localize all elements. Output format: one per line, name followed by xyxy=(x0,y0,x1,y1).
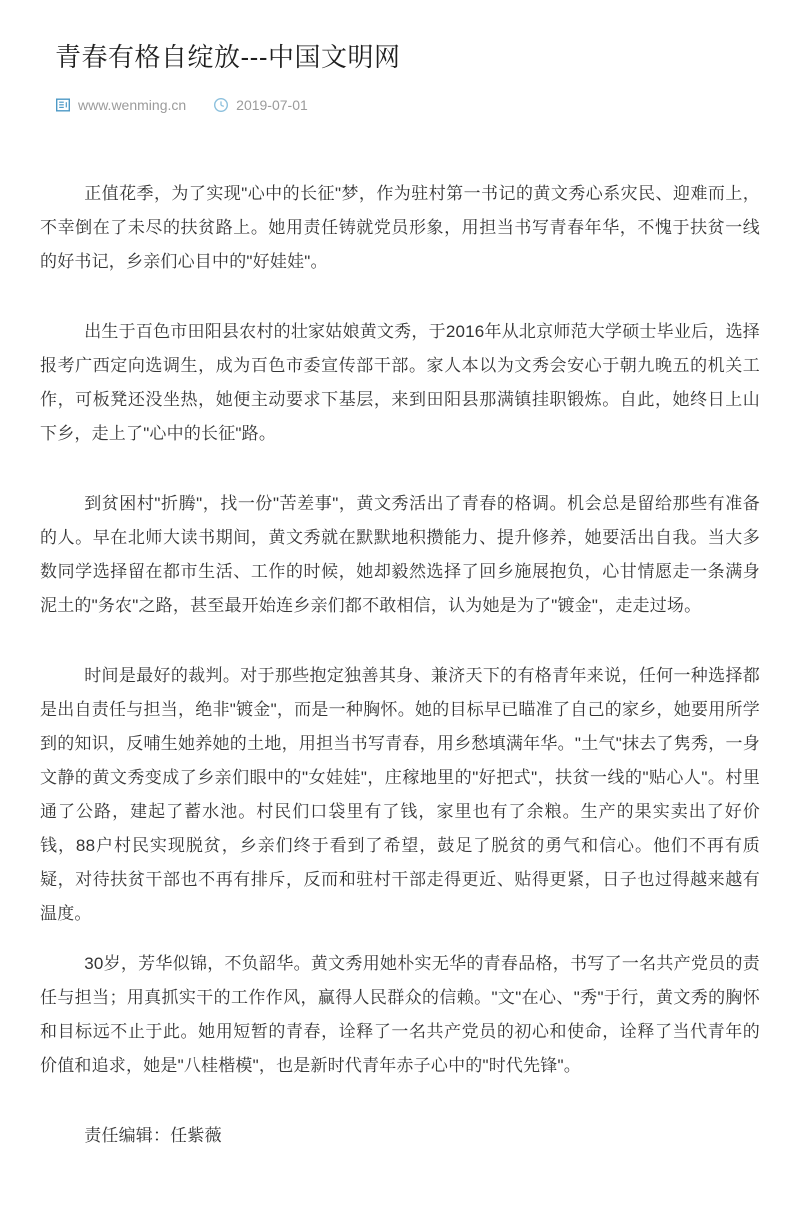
article-header xyxy=(40,42,760,113)
paragraph: 时间是最好的裁判。对于那些抱定独善其身、兼济天下的有格青年来说，任何一种选择都是出自责任与担当，绝非"镀金"，而是一种胸怀。她的目标早已瞄准了自己的家乡，她要用所学到的知识，反哺生她养她的土地，用担当书写青春，用乡愁填满年华。"土气"抹去了隽秀，一身文静的黄文秀变成了乡亲们眼中的"女娃娃"，庄稼地里的"好把式"，扶贫一线的"贴心人"。村里通了公路，建起了蓄水池。村民们口袋里有了钱，家里也有了余粮。生产的果实卖出了好价钱，88户村民实现脱贫，乡亲们终于看到了希望，鼓足了脱贫的勇气和信心。他们不再有质疑，对待扶贫干部也不再有排斥，反而和驻村干部走得更近、贴得更紧，日子也过得越来越有温度。 xyxy=(40,666,760,924)
paragraph: 到贫困村"折腾"，找一份"苦差事"，黄文秀活出了青春的格调。机会总是留给那些有准备的人。早在北师大读书期间，黄文秀就在默默地积攒能力、提升修养，她要活出自我。当大多数同学选择留在都市生活、工作的时候，她却毅然选择了回乡施展抱负，心甘情愿走一条满身泥土的"务农"之路，甚至最开始连乡亲们都不敢相信，认为她是为了"镀金"，走走过场。 xyxy=(40,494,760,616)
paragraph: 30岁，芳华似锦，不负韶华。黄文秀用她朴实无华的青春品格，书写了一名共产党员的责任与担当；用真抓实干的工作作风，赢得人民群众的信赖。"文"在心、"秀"于行，黄文秀的胸怀和目标远不止于此。她用短暂的青春，诠释了一名共产党员的初心和使命，诠释了当代青年的价值和追求，她是"八桂楷模"，也是新时代青年赤子心中的"时代先锋"。 xyxy=(40,954,760,1076)
page-title: 青春有格自绽放---中国文明网 xyxy=(55,42,401,72)
date-meta xyxy=(213,97,308,113)
article-body xyxy=(40,177,760,1153)
article-source-icon xyxy=(55,97,71,113)
article-meta xyxy=(55,97,760,113)
clock-icon xyxy=(213,97,229,113)
editor-note: 责任编辑：任紫薇 xyxy=(84,1126,222,1146)
paragraph: 正值花季，为了实现"心中的长征"梦，作为驻村第一书记的黄文秀心系灾民、迎难而上，不幸倒在了未尽的扶贫路上。她用责任铸就党员形象，用担当书写青春年华，不愧于扶贫一线的好书记，乡亲们心目中的"好娃娃"。 xyxy=(40,184,760,272)
paragraph: 出生于百色市田阳县农村的壮家姑娘黄文秀，于2016年从北京师范大学硕士毕业后，选择报考广西定向选调生，成为百色市委宣传部干部。家人本以为文秀会安心于朝九晚五的机关工作，可板凳还没坐热，她便主动要求下基层，来到田阳县那满镇挂职锻炼。自此，她终日上山下乡，走上了"心中的长征"路。 xyxy=(40,322,760,444)
source-text: www.wenming.cn xyxy=(78,97,187,114)
source-meta xyxy=(55,97,186,113)
publish-date: 2019-07-01 xyxy=(236,97,308,114)
